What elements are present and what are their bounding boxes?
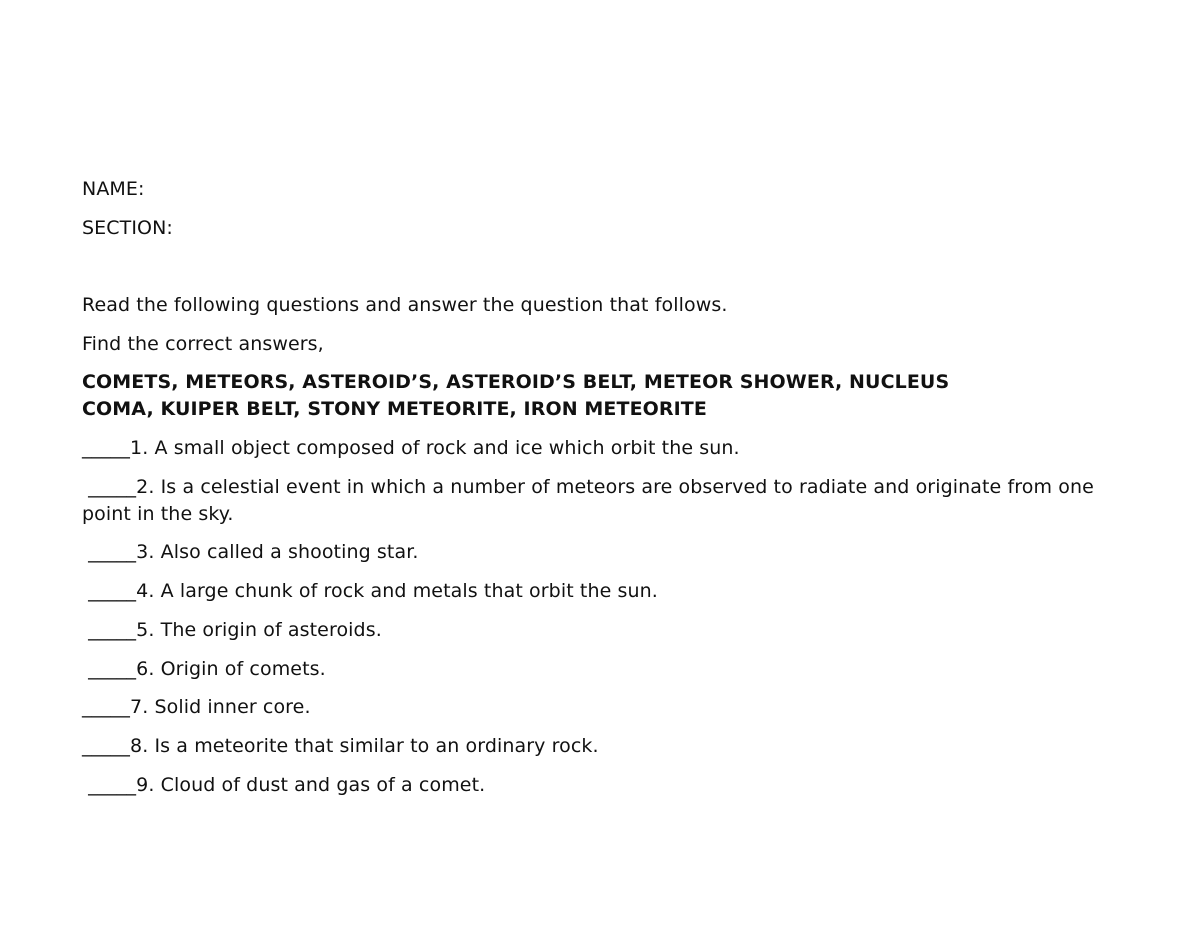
question-5: _____5. The origin of asteroids. (82, 619, 382, 641)
question-9: _____9. Cloud of dust and gas of a comet. (82, 774, 486, 796)
question-2: _____2. Is a celestial event in which a number of meteors are observed to radiate and originate from one point in the sky. (82, 476, 1101, 525)
question-7: _____7. Solid inner core. (82, 696, 311, 718)
question-4: _____4. A large chunk of rock and metals that orbit the sun. (82, 580, 658, 602)
word-bank-line-2: COMA, KUIPER BELT, STONY METEORITE, IRON METEORITE (82, 398, 707, 420)
question-1: _____1. A small object composed of rock and ice which orbit the sun. (82, 437, 740, 459)
instruction-line-1: Read the following questions and answer the question that follows. (82, 294, 728, 316)
question-6: _____6. Origin of comets. (82, 658, 326, 680)
name-label: NAME: (82, 178, 145, 200)
instruction-line-2: Find the correct answers, (82, 333, 324, 355)
section-label: SECTION: (82, 217, 173, 239)
word-bank-line-1: COMETS, METEORS, ASTEROID’S, ASTEROID’S BELT, METEOR SHOWER, NUCLEUS (82, 371, 950, 393)
question-8: _____8. Is a meteorite that similar to an ordinary rock. (82, 735, 599, 757)
question-3: _____3. Also called a shooting star. (82, 541, 419, 563)
